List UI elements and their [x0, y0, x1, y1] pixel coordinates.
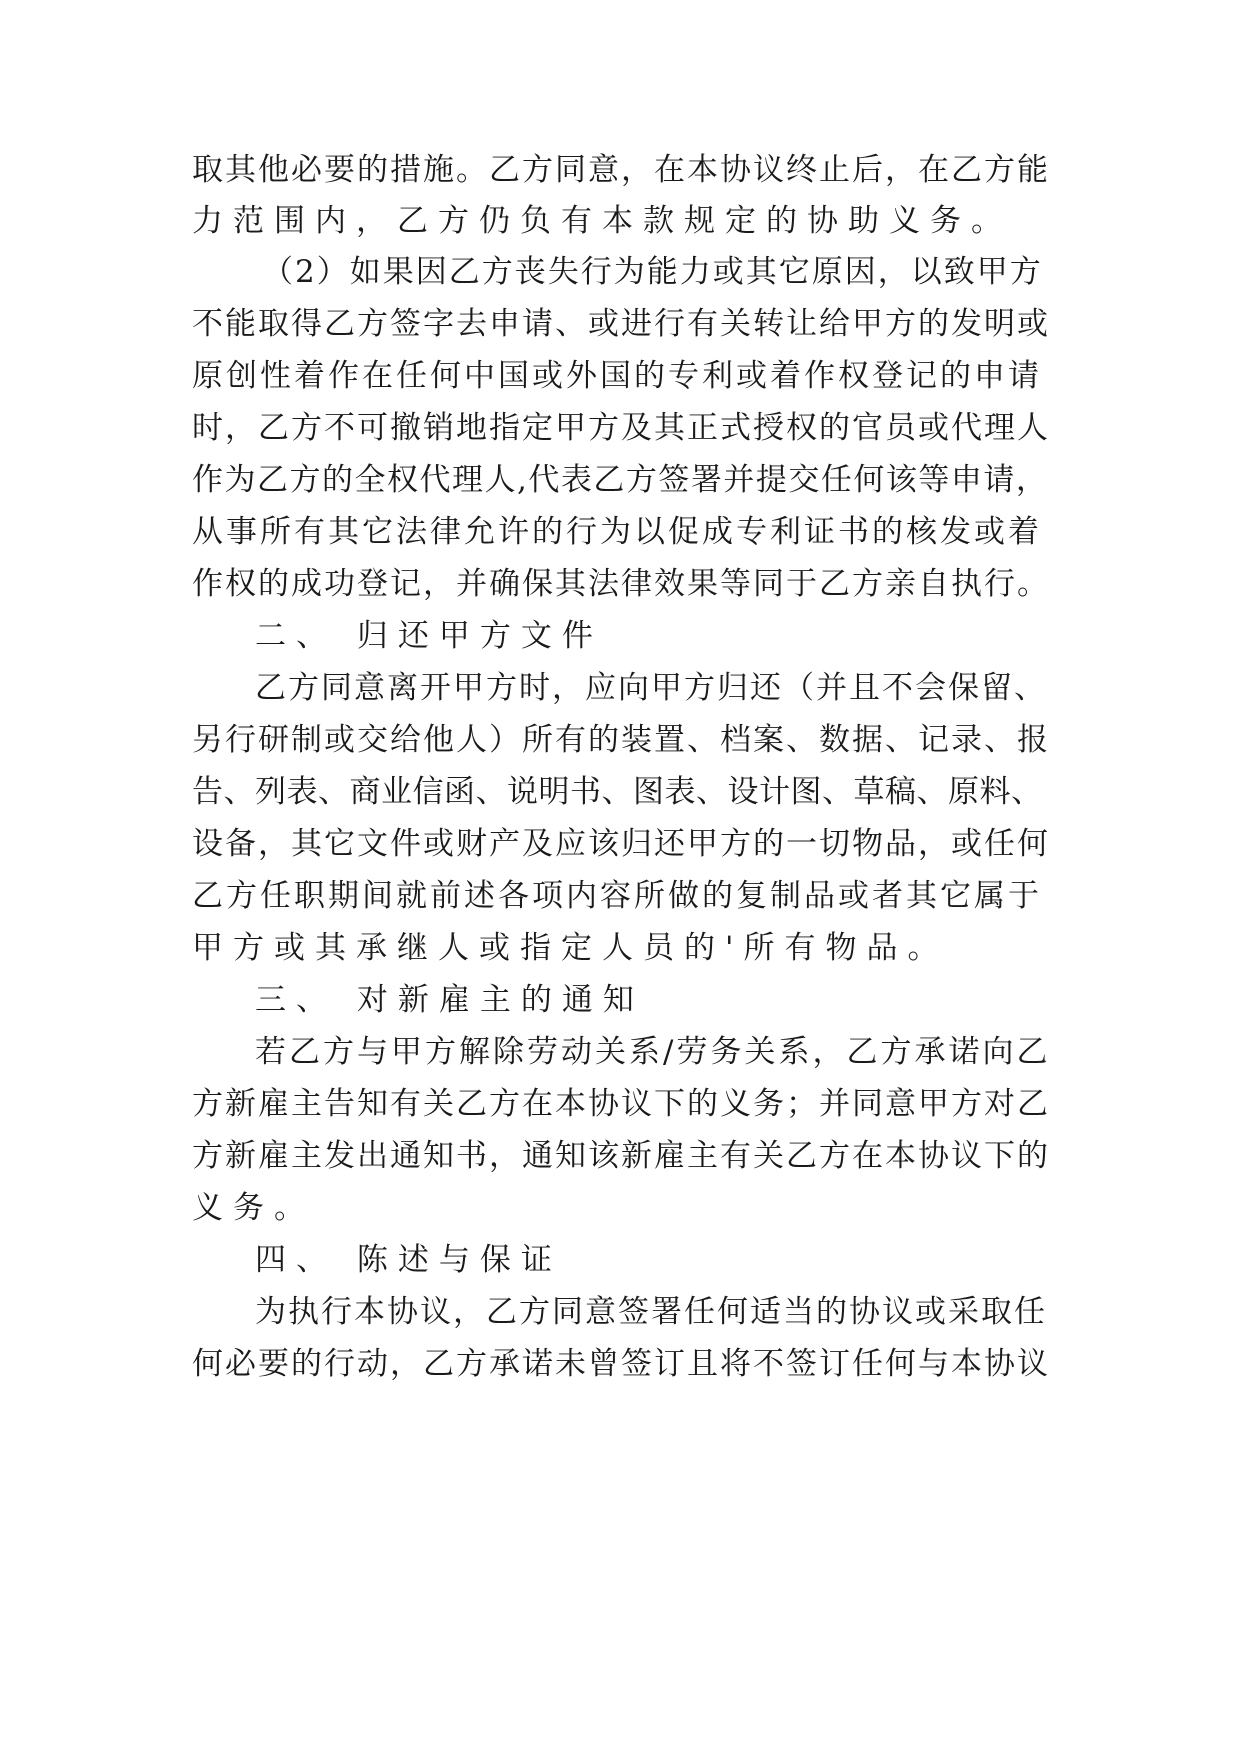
- text-line: 不能取得乙方签字去申请、或进行有关转让给甲方的发明或: [192, 306, 1050, 342]
- text-line: 乙方任职期间就前述各项内容所做的复制品或者其它属于: [192, 878, 1042, 914]
- text-line: 作为乙方的全权代理人,代表乙方签署并提交任何该等申请，: [192, 462, 1049, 498]
- text-line: 方新雇主发出通知书，通知该新雇主有关乙方在本协议下的: [192, 1138, 1050, 1174]
- paragraph-line: （2）如果因乙方丧失行为能力或其它原因，以致甲方: [262, 254, 1043, 290]
- text-line: 设备，其它文件或财产及应该归还甲方的一切物品，或任何: [192, 826, 1050, 862]
- paragraph-line: 乙方同意离开甲方时，应向甲方归还（并且不会保留、: [255, 670, 1047, 706]
- paragraph-line: 若乙方与甲方解除劳动关系/劳务关系，乙方承诺向乙: [255, 1034, 1051, 1070]
- section-heading: 三、 对新雇主的通知: [255, 982, 644, 1018]
- text-line: 原创性着作在任何中国或外国的专利或着作权登记的申请: [192, 358, 1042, 394]
- text-line: 甲方或其承继人或指定人员的'所有物品。: [192, 930, 949, 966]
- text-line: 时，乙方不可撤销地指定甲方及其正式授权的官员或代理人: [192, 410, 1050, 446]
- text-line: 另行研制或交给他人）所有的装置、档案、数据、记录、报: [192, 722, 1050, 758]
- text-line: 何必要的行动，乙方承诺未曾签订且将不签订任何与本协议: [192, 1346, 1050, 1382]
- section-heading: 二、 归还甲方文件: [255, 618, 603, 654]
- text-line: 力范围内，乙方仍负有本款规定的协助义务。: [192, 203, 1012, 239]
- paragraph-line: 为执行本协议，乙方同意签署任何适当的协议或采取任: [255, 1294, 1047, 1330]
- section-heading: 四、 陈述与保证: [255, 1242, 562, 1278]
- text-line: 告、列表、商业信函、说明书、图表、设计图、草稿、原料、: [192, 774, 1043, 810]
- text-line: 从事所有其它法律允许的行为以促成专利证书的核发或着: [192, 514, 1042, 550]
- text-line: 义务。: [192, 1190, 315, 1226]
- text-line: 方新雇主告知有关乙方在本协议下的义务；并同意甲方对乙: [192, 1086, 1050, 1122]
- text-line: 取其他必要的措施。乙方同意，在本协议终止后，在乙方能: [192, 152, 1050, 188]
- text-line: 作权的成功登记，并确保其法律效果等同于乙方亲自执行。: [192, 566, 1050, 602]
